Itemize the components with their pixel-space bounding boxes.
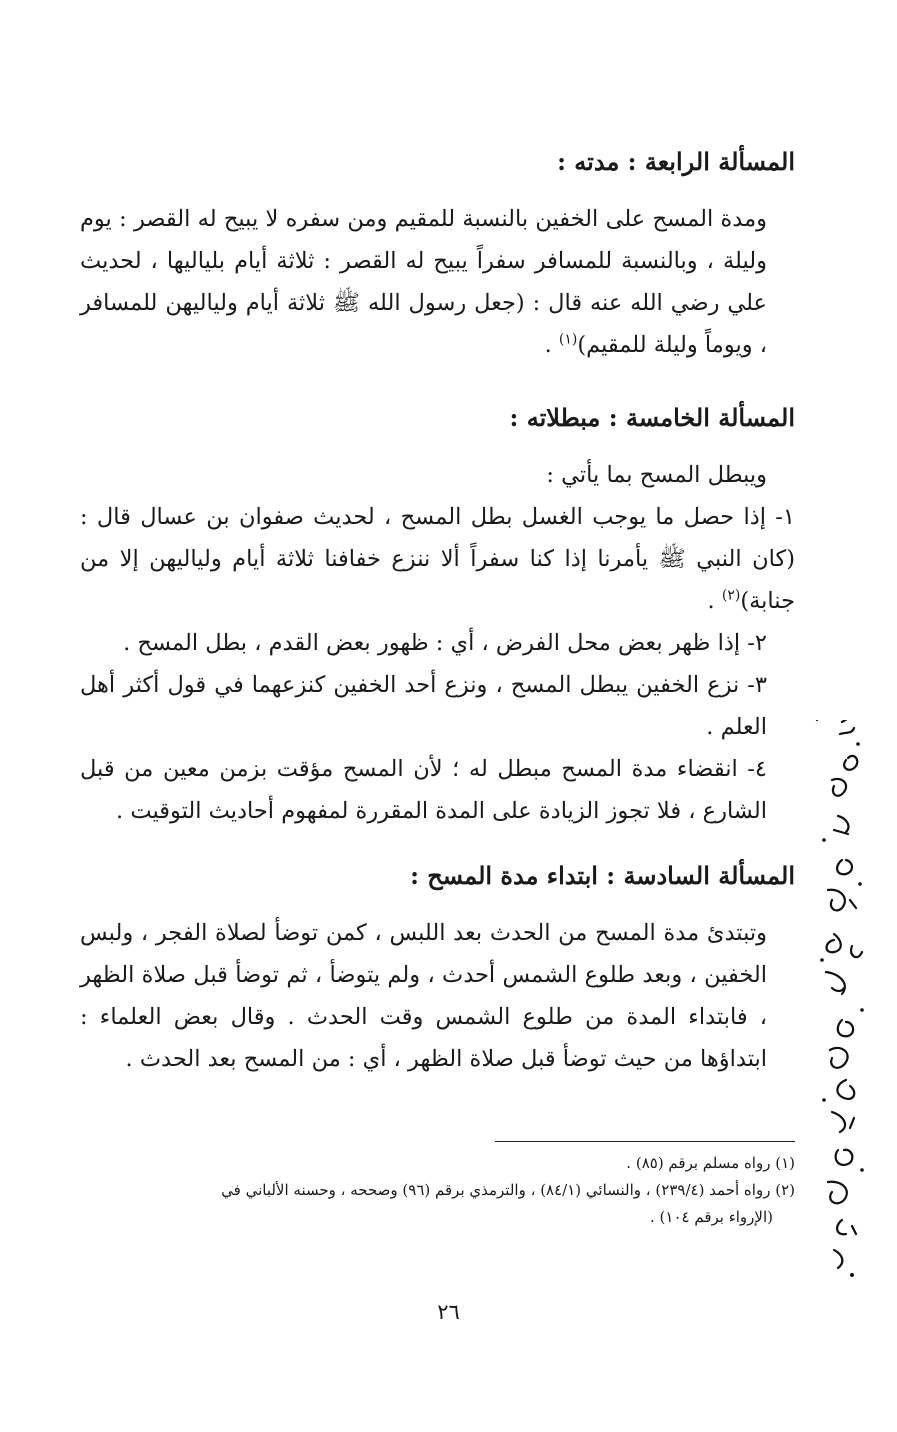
- paragraph-duration: [80, 198, 795, 366]
- list-item-4: ٤- انقضاء مدة المسح مبطل له ؛ لأن المسح مؤقت بزمن معين من قبل الشارع ، فلا تجوز الزيادة على المدة المقررة لمفهوم أحاديث التوقيت .: [80, 756, 767, 824]
- footnote-divider: [495, 1141, 795, 1142]
- handwritten-margin-note: [812, 720, 882, 1280]
- heading-section-6: المسألة السادسة : ابتداء مدة المسح :: [410, 861, 795, 890]
- main-text: [80, 140, 795, 1080]
- list-item-1: [80, 496, 795, 622]
- paragraph-duration-end: .: [544, 332, 559, 358]
- paragraph-duration-text: ومدة المسح على الخفين بالنسبة للمقيم ومن سفره لا يبيح له القصر : يوم وليلة ، وبالنسبة للمسافر سفراً يبيح له القصر : ثلاثة أيام بلياليها ، لحديث علي رضي الله عنه قال : (جعل رسول الله ﷺ ثلاثة أيام ولياليهن للمسافر ، ويوماً وليلة للمقيم): [80, 206, 767, 358]
- heading-section-5: المسألة الخامسة : مبطلاته :: [509, 403, 795, 432]
- heading-section-4: المسألة الرابعة : مدته :: [557, 147, 795, 176]
- paragraph-start-of-duration: وتبتدئ مدة المسح من الحدث بعد اللبس ، كمن توضأ لصلاة الفجر ، ولبس الخفين ، وبعد طلوع الشمس أحدث ، ولم يتوضأ ، ثم توضأ قبل صلاة الظهر ، فابتداء المدة من طلوع الشمس وقت الحدث . وقال بعض العلماء : ابتداؤها من حيث توضأ قبل صلاة الظهر ، أي : من المسح بعد الحدث .: [80, 920, 767, 1072]
- footnote-2-line-2: (الإرواء برقم ١٠٤) .: [650, 1208, 773, 1226]
- list-item-1-end: .: [707, 588, 722, 614]
- intro-invalidators: ويبطل المسح بما يأتي :: [546, 462, 767, 488]
- footnote-2-line-1: (٢) رواه أحمد (٢٣٩/٤) ، والنسائي (٨٤/١) ، والترمذي برقم (٩٦) وصححه ، وحسنه الألباني في: [221, 1181, 795, 1199]
- footnote-1: (١) رواه مسلم برقم (٨٥) .: [626, 1154, 795, 1172]
- list-item-2: ٢- إذا ظهر بعض محل الفرض ، أي : ظهور بعض القدم ، بطل المسح .: [123, 630, 767, 656]
- list-item-3: ٣- نزع الخفين يبطل المسح ، ونزع أحد الخفين كنزعهما في قول أكثر أهل العلم .: [80, 672, 767, 740]
- footnotes: [80, 1150, 795, 1231]
- footnote-ref-1[interactable]: (١): [558, 331, 578, 348]
- footnote-ref-2[interactable]: (٢): [721, 587, 741, 604]
- page-number: ٢٦: [437, 1300, 460, 1324]
- list-item-1-text: ١- إذا حصل ما يوجب الغسل بطل المسح ، لحديث صفوان بن عسال قال : (كان النبي ﷺ يأمرنا إذا كنا سفراً ألا ننزع خفافنا ثلاثة أيام ولياليهن إلا من جنابة): [80, 504, 795, 614]
